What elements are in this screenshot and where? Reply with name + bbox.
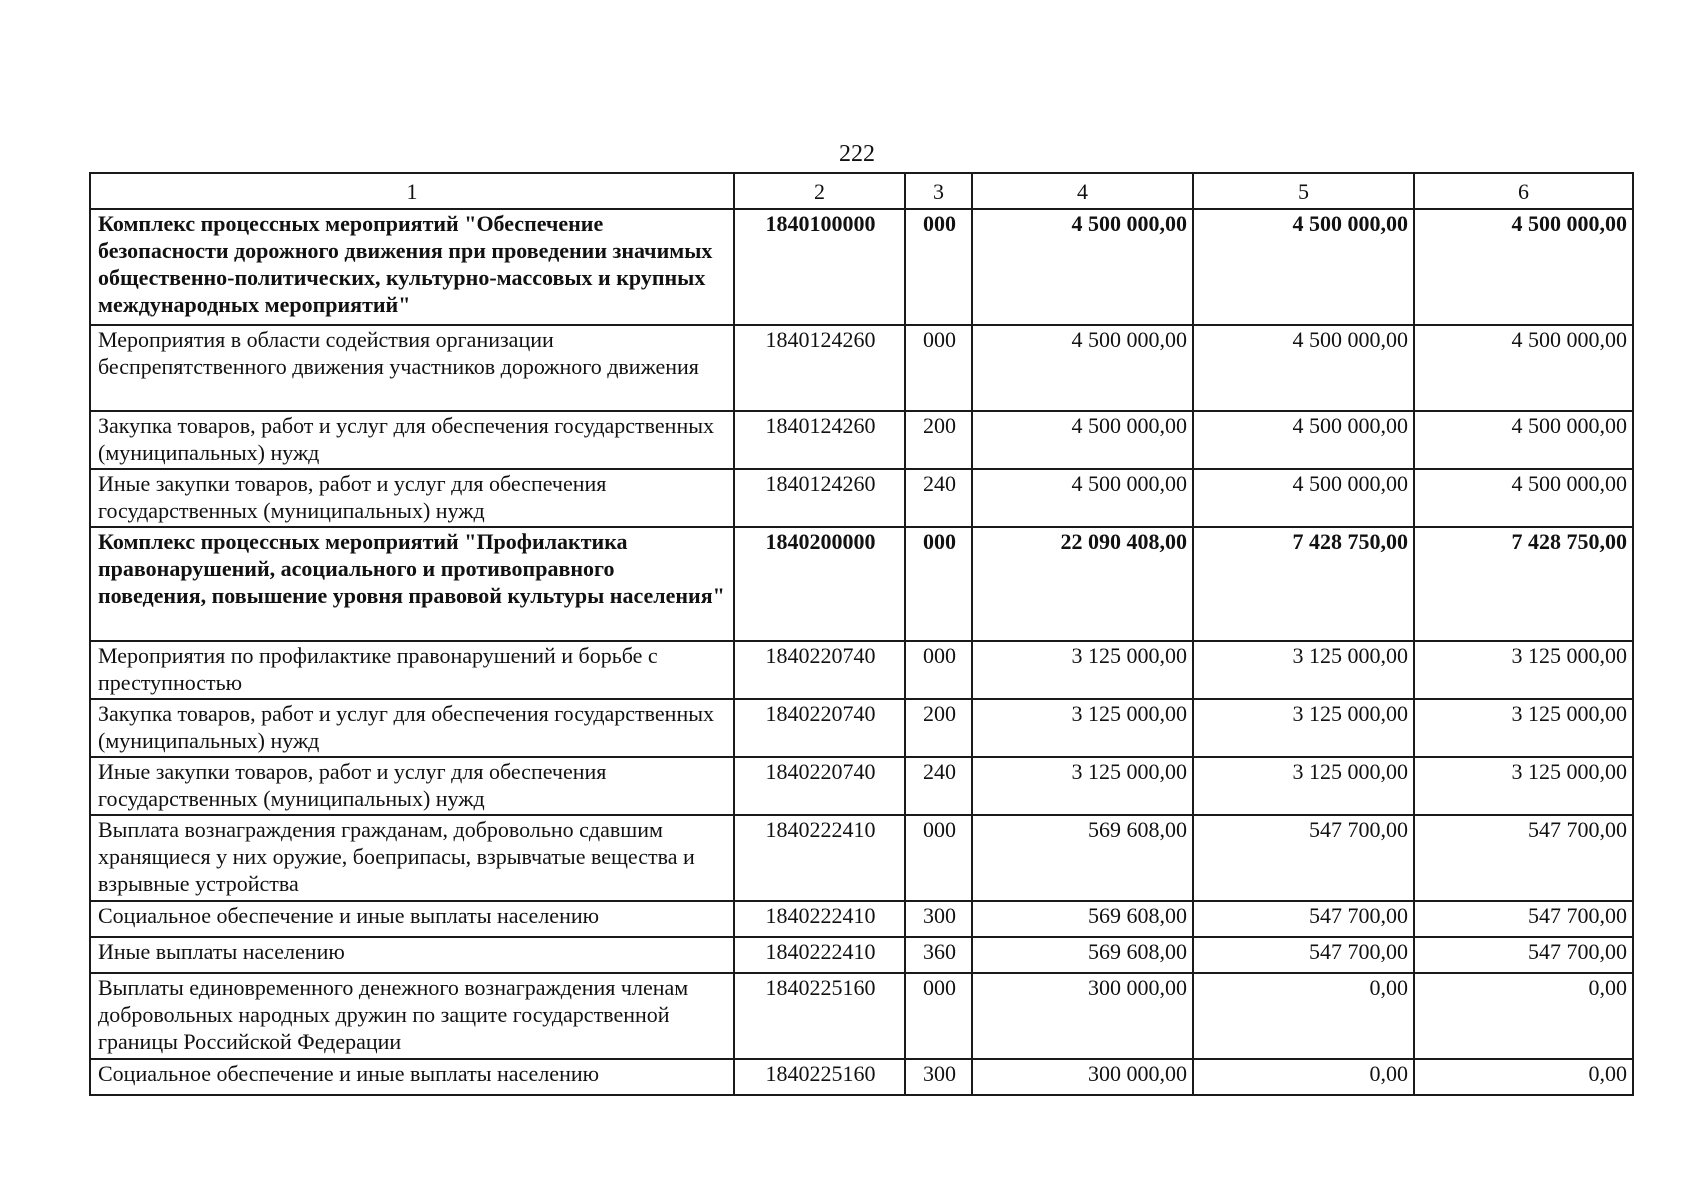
- table-row: [90, 699, 1633, 757]
- row-description: Выплата вознаграждения гражданам, добровольно сдавшим хранящиеся у них оружие, боеприпасы, взрывчатые вещества и взрывные устройства: [90, 815, 734, 901]
- row-description: Иные выплаты населению: [90, 937, 734, 973]
- row-amount-col6: 4 500 000,00: [1414, 209, 1633, 325]
- row-amount-col4: 569 608,00: [972, 937, 1193, 973]
- row-expense-type: 200: [905, 699, 972, 757]
- budget-table: [89, 172, 1634, 1096]
- row-expense-type: 000: [905, 815, 972, 901]
- row-amount-col4: 4 500 000,00: [972, 209, 1193, 325]
- row-expense-type: 360: [905, 937, 972, 973]
- row-amount-col4: 4 500 000,00: [972, 469, 1193, 527]
- row-expense-type: 300: [905, 901, 972, 937]
- row-amount-col5: 547 700,00: [1193, 937, 1414, 973]
- row-amount-col6: 547 700,00: [1414, 815, 1633, 901]
- row-code: 1840222410: [734, 901, 905, 937]
- row-expense-type: 200: [905, 411, 972, 469]
- row-description: Иные закупки товаров, работ и услуг для обеспечения государственных (муниципальных) нужд: [90, 469, 734, 527]
- table-row: [90, 1059, 1633, 1095]
- row-description: Комплекс процессных мероприятий "Профилактика правонарушений, асоциального и противоправного поведения, повышение уровня правовой культуры населения": [90, 527, 734, 641]
- row-description: Выплаты единовременного денежного вознаграждения членам добровольных народных дружин по защите государственной границы Российской Федерации: [90, 973, 734, 1059]
- row-amount-col6: 4 500 000,00: [1414, 325, 1633, 411]
- row-description: Комплекс процессных мероприятий "Обеспечение безопасности дорожного движения при проведении значимых общественно-политических, культурно-массовых и крупных международных мероприятий": [90, 209, 734, 325]
- row-amount-col4: 569 608,00: [972, 901, 1193, 937]
- row-code: 1840220740: [734, 757, 905, 815]
- table-row: [90, 469, 1633, 527]
- row-amount-col4: 22 090 408,00: [972, 527, 1193, 641]
- row-code: 1840100000: [734, 209, 905, 325]
- table-row: [90, 757, 1633, 815]
- row-description: Иные закупки товаров, работ и услуг для обеспечения государственных (муниципальных) нужд: [90, 757, 734, 815]
- row-code: 1840124260: [734, 469, 905, 527]
- row-code: 1840124260: [734, 411, 905, 469]
- header-cell-6: 6: [1414, 173, 1633, 209]
- row-amount-col5: 4 500 000,00: [1193, 209, 1414, 325]
- table-row: [90, 641, 1633, 699]
- table-row: [90, 937, 1633, 973]
- row-code: 1840225160: [734, 1059, 905, 1095]
- row-amount-col6: 0,00: [1414, 1059, 1633, 1095]
- row-description: Мероприятия по профилактике правонарушений и борьбе с преступностью: [90, 641, 734, 699]
- row-amount-col5: 3 125 000,00: [1193, 757, 1414, 815]
- row-code: 1840225160: [734, 973, 905, 1059]
- row-amount-col4: 569 608,00: [972, 815, 1193, 901]
- row-amount-col5: 3 125 000,00: [1193, 699, 1414, 757]
- row-description: Социальное обеспечение и иные выплаты населению: [90, 1059, 734, 1095]
- row-amount-col6: 0,00: [1414, 973, 1633, 1059]
- table-row: [90, 325, 1633, 411]
- row-amount-col6: 3 125 000,00: [1414, 757, 1633, 815]
- header-row: [90, 173, 1633, 209]
- row-expense-type: 300: [905, 1059, 972, 1095]
- row-code: 1840222410: [734, 815, 905, 901]
- row-amount-col4: 300 000,00: [972, 973, 1193, 1059]
- row-amount-col5: 0,00: [1193, 973, 1414, 1059]
- header-cell-5: 5: [1193, 173, 1414, 209]
- page-number: 222: [839, 141, 875, 167]
- row-amount-col5: 3 125 000,00: [1193, 641, 1414, 699]
- row-amount-col4: 300 000,00: [972, 1059, 1193, 1095]
- row-description: Закупка товаров, работ и услуг для обеспечения государственных (муниципальных) нужд: [90, 699, 734, 757]
- row-amount-col5: 547 700,00: [1193, 901, 1414, 937]
- row-description: Закупка товаров, работ и услуг для обеспечения государственных (муниципальных) нужд: [90, 411, 734, 469]
- table-row: [90, 973, 1633, 1059]
- row-expense-type: 000: [905, 209, 972, 325]
- row-description: Мероприятия в области содействия организации беспрепятственного движения участников дорожного движения: [90, 325, 734, 411]
- row-expense-type: 000: [905, 325, 972, 411]
- row-code: 1840220740: [734, 699, 905, 757]
- row-amount-col4: 3 125 000,00: [972, 699, 1193, 757]
- table-row: [90, 815, 1633, 901]
- row-amount-col6: 3 125 000,00: [1414, 641, 1633, 699]
- row-amount-col6: 4 500 000,00: [1414, 469, 1633, 527]
- row-code: 1840220740: [734, 641, 905, 699]
- row-amount-col5: 0,00: [1193, 1059, 1414, 1095]
- row-expense-type: 000: [905, 527, 972, 641]
- row-amount-col5: 4 500 000,00: [1193, 411, 1414, 469]
- row-amount-col6: 7 428 750,00: [1414, 527, 1633, 641]
- row-amount-col6: 547 700,00: [1414, 901, 1633, 937]
- row-amount-col4: 4 500 000,00: [972, 411, 1193, 469]
- row-amount-col5: 4 500 000,00: [1193, 325, 1414, 411]
- row-expense-type: 000: [905, 973, 972, 1059]
- row-amount-col6: 3 125 000,00: [1414, 699, 1633, 757]
- row-amount-col6: 547 700,00: [1414, 937, 1633, 973]
- header-cell-3: 3: [905, 173, 972, 209]
- table-row: [90, 527, 1633, 641]
- row-amount-col5: 4 500 000,00: [1193, 469, 1414, 527]
- header-cell-4: 4: [972, 173, 1193, 209]
- row-code: 1840124260: [734, 325, 905, 411]
- table-row: [90, 209, 1633, 325]
- table-row: [90, 411, 1633, 469]
- row-expense-type: 240: [905, 469, 972, 527]
- row-code: 1840222410: [734, 937, 905, 973]
- row-code: 1840200000: [734, 527, 905, 641]
- row-amount-col4: 3 125 000,00: [972, 757, 1193, 815]
- header-cell-1: 1: [90, 173, 734, 209]
- row-amount-col4: 4 500 000,00: [972, 325, 1193, 411]
- row-amount-col4: 3 125 000,00: [972, 641, 1193, 699]
- row-description: Социальное обеспечение и иные выплаты населению: [90, 901, 734, 937]
- row-amount-col5: 7 428 750,00: [1193, 527, 1414, 641]
- row-amount-col5: 547 700,00: [1193, 815, 1414, 901]
- header-cell-2: 2: [734, 173, 905, 209]
- row-amount-col6: 4 500 000,00: [1414, 411, 1633, 469]
- row-expense-type: 000: [905, 641, 972, 699]
- table-row: [90, 901, 1633, 937]
- row-expense-type: 240: [905, 757, 972, 815]
